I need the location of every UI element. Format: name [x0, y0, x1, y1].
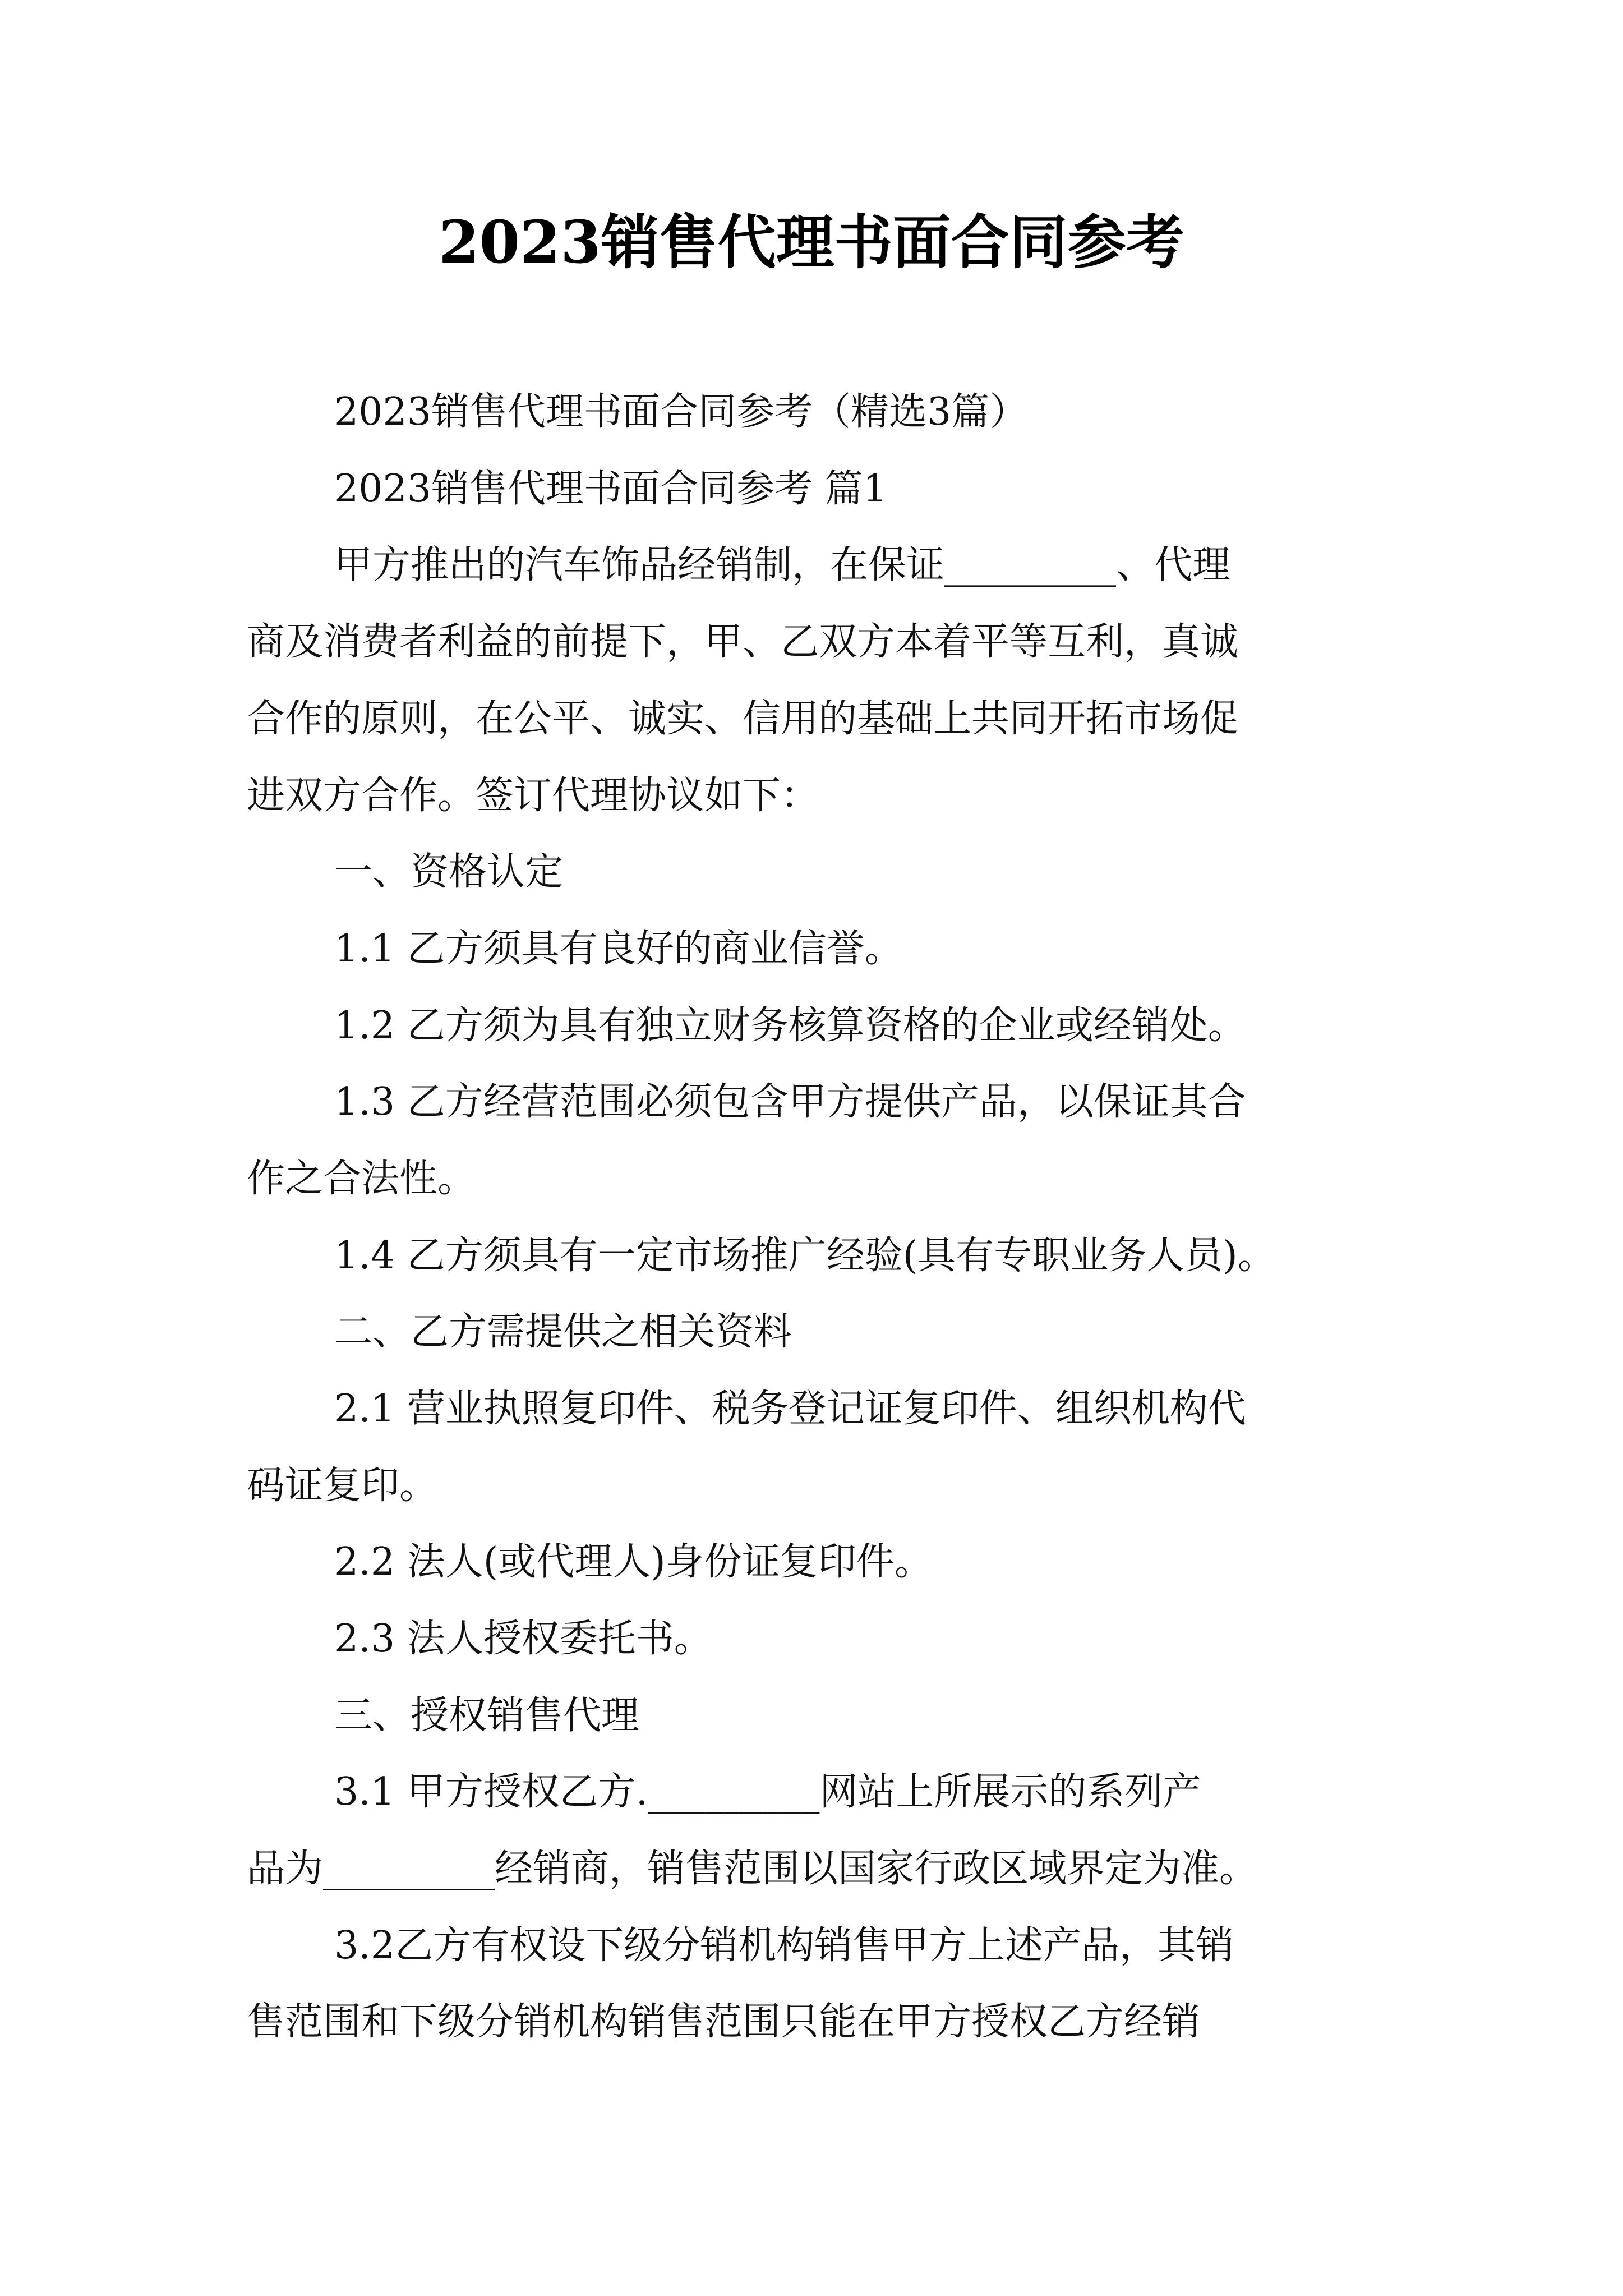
clause-heading: 一、资格认定: [334, 850, 564, 894]
clause-item: 1.2 乙方须为具有独立财务核算资格的企业或经销处。: [334, 1004, 1246, 1048]
clause-item: 2.1 营业执照复印件、税务登记证复印件、组织机构代: [334, 1387, 1246, 1431]
clause-item-continued: 码证复印。: [247, 1464, 438, 1508]
clause-item: 3.1 甲方授权乙方._________网站上所展示的系列产: [334, 1770, 1201, 1814]
clause-item-continued: 作之合法性。: [247, 1157, 476, 1201]
document-title: 2023销售代理书面合同参考: [439, 208, 1184, 277]
paragraph-line: 合作的原则，在公平、诚实、信用的基础上共同开拓市场促: [247, 697, 1239, 741]
clause-item: 2.2 法人(或代理人)身份证复印件。: [334, 1540, 933, 1584]
clause-item-continued: 品为_________经销商，销售范围以国家行政区域界定为准。: [247, 1847, 1258, 1891]
clause-item: 1.4 乙方须具有一定市场推广经验(具有专职业务人员)。: [334, 1234, 1276, 1278]
clause-item: 1.3 乙方经营范围必须包含甲方提供产品，以保证其合: [334, 1080, 1246, 1124]
paragraph-line: 甲方推出的汽车饰品经销制，在保证_________、代理: [334, 543, 1231, 587]
paragraph-line: 商及消费者利益的前提下，甲、乙双方本着平等互利，真诚: [247, 620, 1239, 664]
clause-heading: 二、乙方需提供之相关资料: [334, 1310, 792, 1354]
paragraph-line: 进双方合作。签订代理协议如下：: [247, 774, 819, 818]
clause-item: 2.3 法人授权委托书。: [334, 1617, 712, 1661]
clause-item-continued: 售范围和下级分销机构销售范围只能在甲方授权乙方经销: [247, 2000, 1201, 2044]
clause-heading: 三、授权销售代理: [334, 1694, 640, 1738]
clause-item: 3.2乙方有权设下级分销机构销售甲方上述产品，其销: [334, 1924, 1234, 1968]
section-heading-part1: 2023销售代理书面合同参考 篇1: [334, 467, 887, 511]
clause-item: 1.1 乙方须具有良好的商业信誉。: [334, 927, 903, 971]
subtitle-selection: 2023销售代理书面合同参考（精选3篇）: [334, 390, 1028, 434]
